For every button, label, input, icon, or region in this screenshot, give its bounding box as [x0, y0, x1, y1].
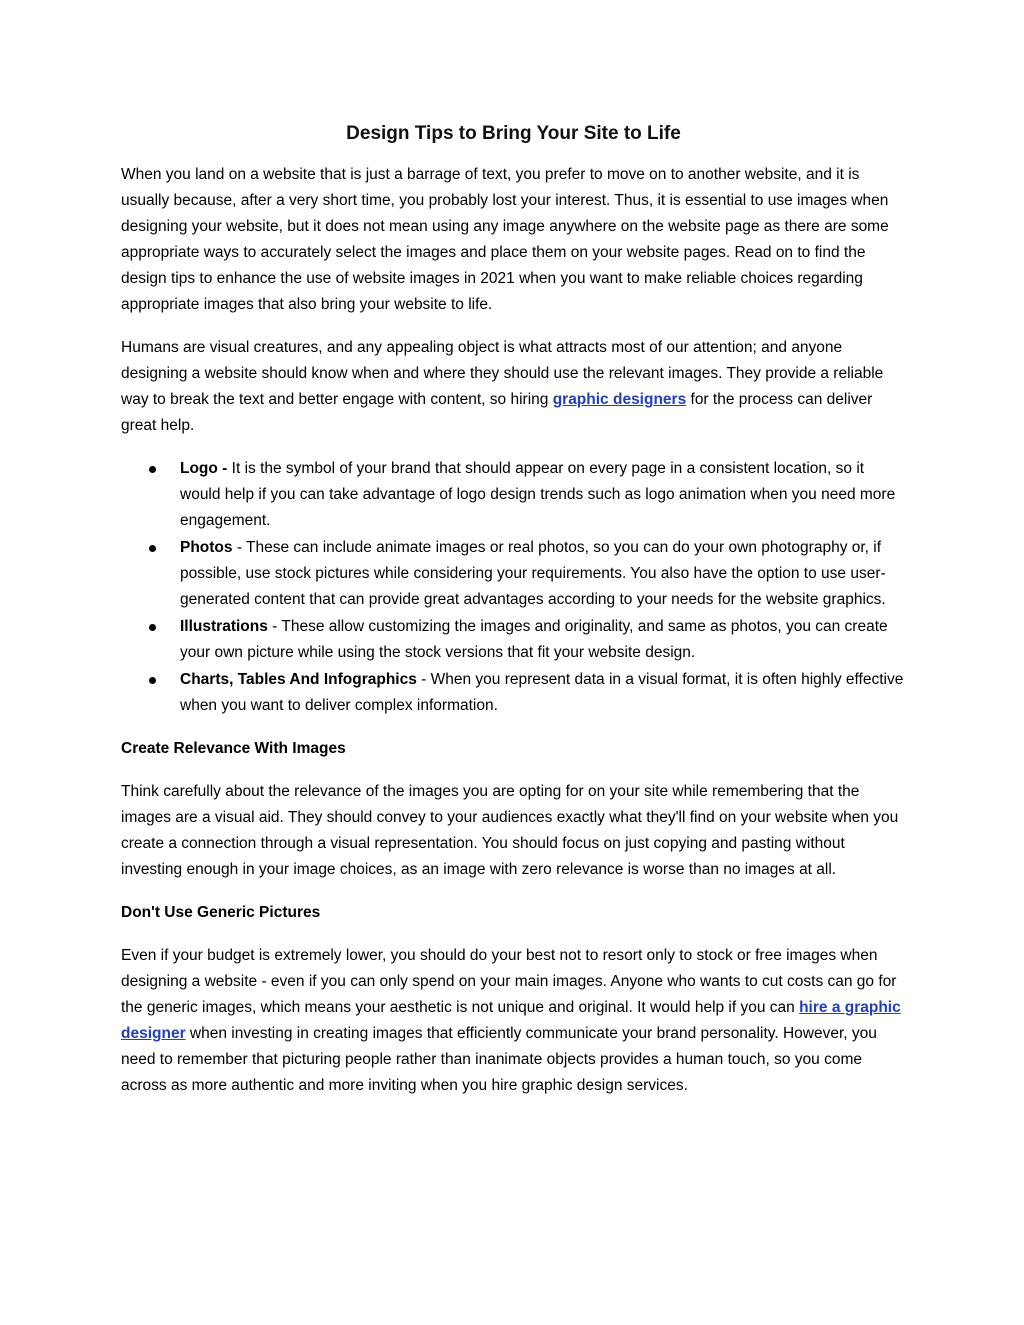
humans-paragraph-text-after: for the process can deliver great help. [121, 391, 873, 434]
humans-paragraph [121, 335, 906, 439]
generic-pictures-paragraph [121, 943, 906, 1099]
hire-graphic-designer-link[interactable]: hire a graphic designer [121, 999, 901, 1042]
list-item-text: - These allow customizing the images and originality, and same as photos, you can create your own picture while using the stock versions that fit your website design. [180, 618, 888, 661]
list-item-photos [121, 535, 906, 613]
bullet-icon [149, 545, 156, 552]
graphic-designers-link[interactable]: graphic designers [552, 391, 687, 408]
bullet-icon [149, 466, 156, 473]
list-item-text: It is the symbol of your brand that should appear on every page in a consistent location, so it would help if you can take advantage of logo design trends such as logo animation when you need more engagement. [180, 460, 896, 529]
humans-paragraph-text-before: Humans are visual creatures, and any appealing object is what attracts most of our attention; and anyone designing a website should know when and where they should use the relevant images. They provide a reliable way to break the text and better engage with content, so hiring [121, 339, 884, 408]
generic-pictures-heading: Don't Use Generic Pictures [121, 904, 321, 921]
generic-paragraph-text-before: Even if your budget is extremely lower, you should do your best not to resort only to stock or free images when designing a website - even if you can only spend on your main images. Anyone who wants to cut costs can go for the generic images, which means your aesthetic is not unique and original. It would help if you can [121, 947, 897, 1016]
list-item-text: - When you represent data in a visual format, it is often highly effective when you want to deliver complex information. [180, 671, 904, 714]
bullet-icon [149, 624, 156, 631]
list-item-text: - These can include animate images or real photos, so you can do your own photography or, if possible, use stock pictures while considering your requirements. You also have the option to use user-generated content that can provide great advantages according to your needs for the website graphics. [180, 539, 886, 608]
page-title: Design Tips to Bring Your Site to Life [346, 123, 681, 144]
generic-paragraph-text-after: when investing in creating images that efficiently communicate your brand personality. However, you need to remember that picturing people rather than inanimate objects provides a human touch, so you come across as more authentic and more inviting when you hire graphic design services. [121, 1025, 877, 1094]
relevance-heading: Create Relevance With Images [121, 740, 346, 757]
intro-paragraph: When you land on a website that is just a barrage of text, you prefer to move on to another website, and it is usually because, after a very short time, you probably lost your interest. Thus, it is essential to use images when designing your website, but it does not mean using any image anywhere on the website page as there are some appropriate ways to accurately select the images and place them on your website pages. Read on to find the design tips to enhance the use of website images in 2021 when you want to make reliable choices regarding appropriate images that also bring your website to life. [121, 166, 889, 313]
list-item-logo [121, 456, 906, 534]
list-item-term: Logo - [180, 460, 228, 477]
list-item-illustrations [121, 614, 906, 666]
list-item-term: Charts, Tables And Infographics [180, 671, 417, 688]
list-item-term: Photos [180, 539, 233, 556]
bullet-icon [149, 677, 156, 684]
document-page [121, 120, 906, 1116]
relevance-paragraph: Think carefully about the relevance of the images you are opting for on your site while remembering that the images are a visual aid. They should convey to your audiences exactly what they'll find on your website when you create a connection through a visual representation. You should focus on just copying and pasting without investing enough in your image choices, as an image with zero relevance is worse than no images at all. [121, 783, 899, 878]
list-item-charts [121, 667, 906, 719]
list-item-term: Illustrations [180, 618, 268, 635]
image-types-list [121, 456, 906, 719]
